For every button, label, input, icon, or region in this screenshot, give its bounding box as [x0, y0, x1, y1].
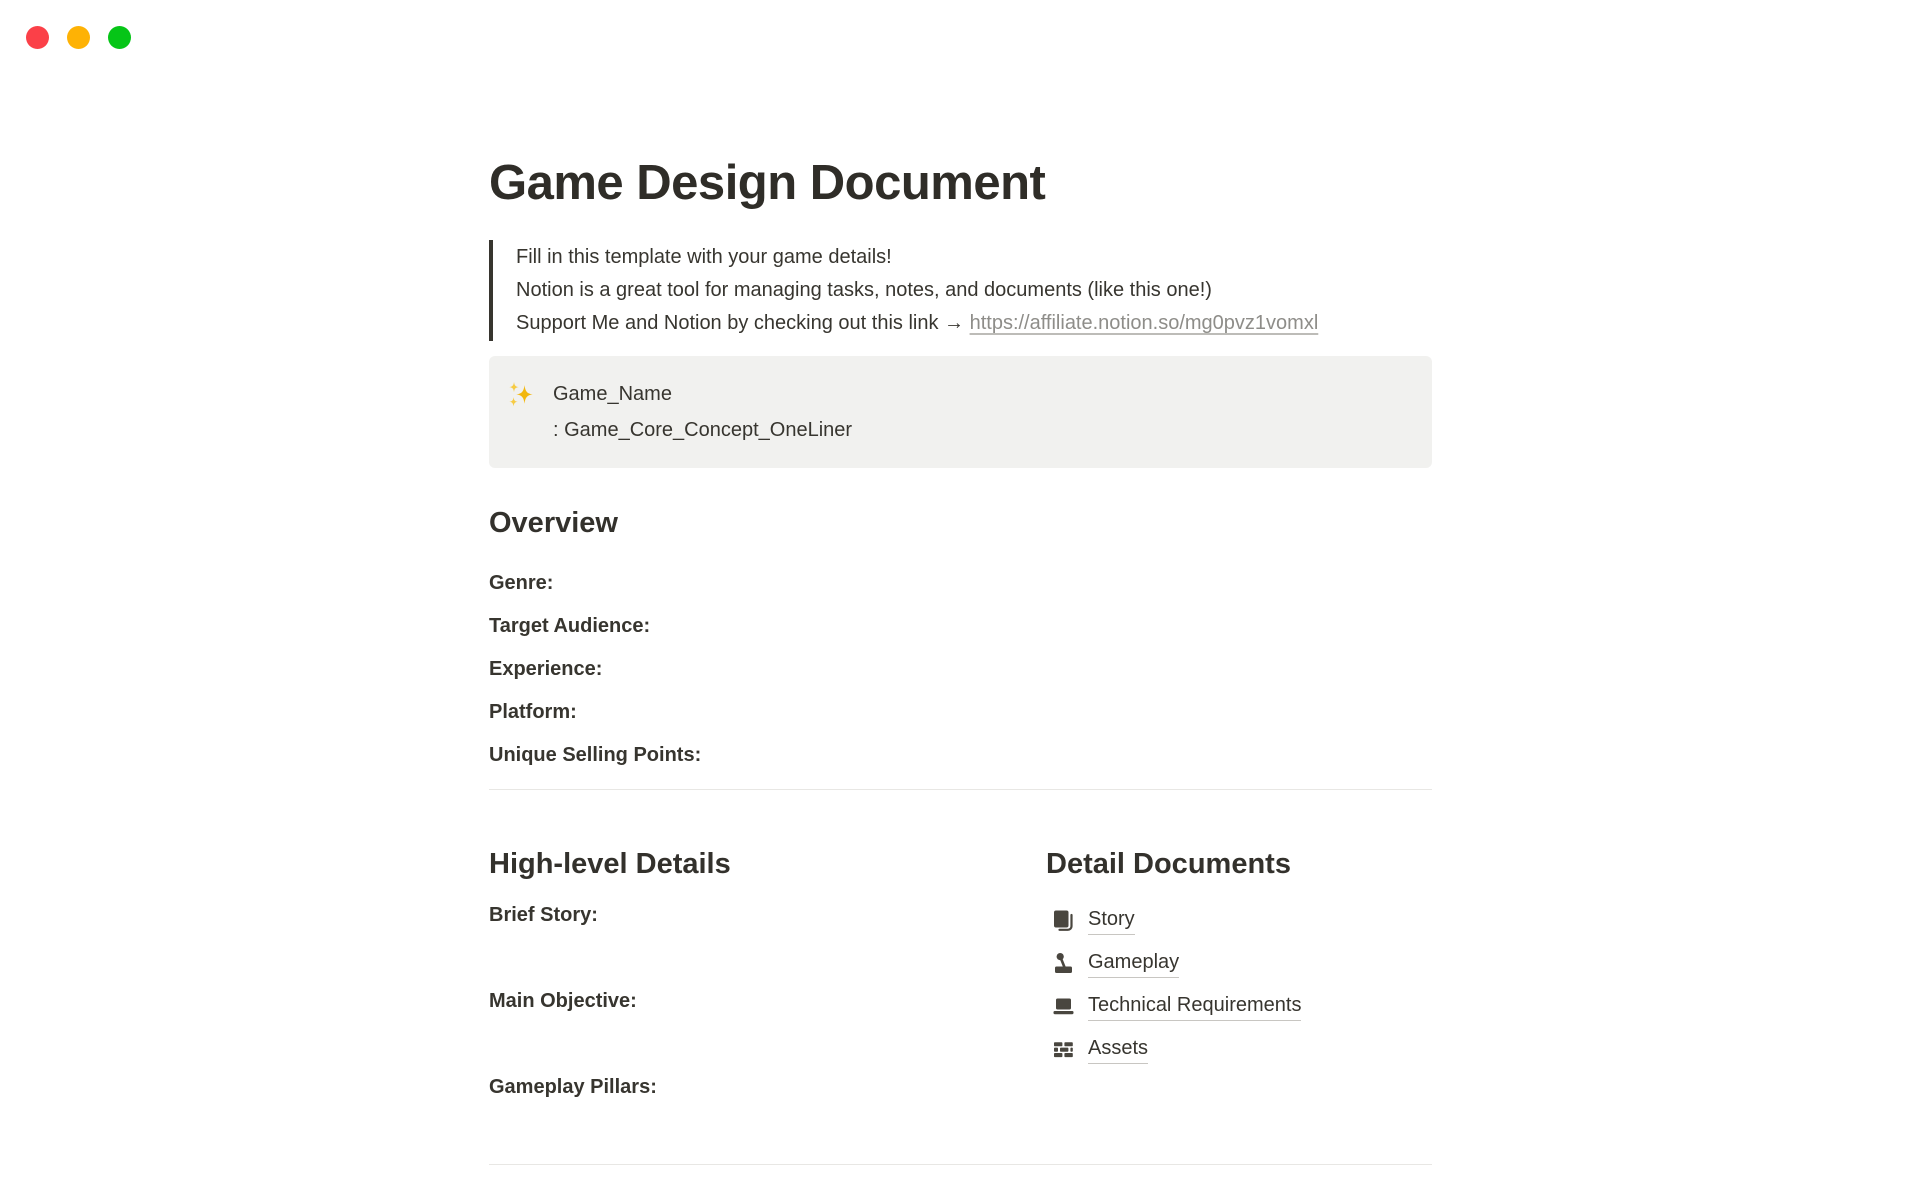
heading-detail-documents: Detail Documents — [1046, 848, 1291, 880]
page-link-label: Assets — [1088, 1036, 1148, 1064]
detail-document-links — [1046, 899, 1432, 1071]
page-link-label: Gameplay — [1088, 950, 1179, 978]
page-title: Game Design Document — [489, 156, 1046, 210]
zoom-button[interactable] — [108, 26, 131, 49]
bricks-icon — [1052, 1038, 1075, 1061]
quote-line-2: Notion is a great tool for managing tasks, notes, and documents (like this one!) — [516, 279, 1212, 301]
minimize-button[interactable] — [67, 26, 90, 49]
book-icon — [1052, 909, 1075, 932]
laptop-icon — [1052, 995, 1075, 1018]
field-label-main-objective: Main Objective: — [489, 990, 637, 1012]
page-link-story[interactable] — [1052, 899, 1432, 942]
page-link-label: Story — [1088, 907, 1135, 935]
quote-line-1: Fill in this template with your game details! — [516, 246, 892, 268]
two-column-section — [489, 846, 1432, 1099]
field-label-target-audience: Target Audience: — [489, 615, 651, 637]
field-label-gameplay-pillars: Gameplay Pillars: — [489, 1076, 657, 1098]
heading-high-level-details: High-level Details — [489, 848, 731, 880]
field-label-genre: Genre: — [489, 572, 554, 594]
callout-line-game-name: Game_Name — [553, 383, 672, 405]
page-link-technical-requirements[interactable] — [1052, 985, 1432, 1028]
window-controls — [26, 26, 131, 49]
page-link-assets[interactable] — [1052, 1028, 1432, 1071]
heading-overview: Overview — [489, 507, 618, 539]
divider — [489, 1164, 1432, 1165]
divider — [489, 789, 1432, 790]
quote-line-3-text: Support Me and Notion by checking out this link → — [516, 312, 970, 334]
page-link-gameplay[interactable] — [1052, 942, 1432, 985]
sparkles-icon — [507, 381, 535, 409]
field-label-platform: Platform: — [489, 701, 577, 723]
document-page — [489, 0, 1432, 1165]
overview-fields — [489, 571, 1432, 767]
field-label-brief-story: Brief Story: — [489, 904, 598, 926]
field-label-experience: Experience: — [489, 658, 603, 680]
close-button[interactable] — [26, 26, 49, 49]
joystick-icon — [1052, 952, 1075, 975]
quote-block — [489, 240, 1432, 341]
field-label-unique-selling-points: Unique Selling Points: — [489, 744, 702, 766]
page-link-label: Technical Requirements — [1088, 993, 1301, 1021]
affiliate-link[interactable]: https://affiliate.notion.so/mg0pvz1vomxl — [969, 312, 1319, 334]
quote-line-3 — [516, 307, 1432, 340]
callout-line-concept: : Game_Core_Concept_OneLiner — [553, 419, 853, 441]
callout-block — [489, 356, 1432, 468]
column-high-level-details — [489, 846, 1000, 1099]
callout-text — [553, 376, 852, 448]
column-detail-documents — [1046, 846, 1432, 1099]
